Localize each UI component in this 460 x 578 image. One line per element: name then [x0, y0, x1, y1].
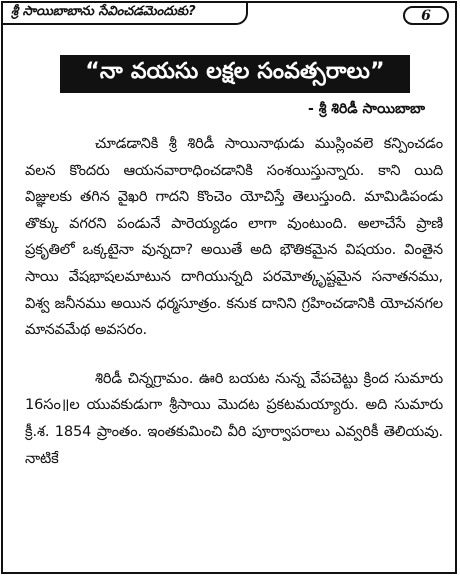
body-text: [25, 131, 443, 472]
chapter-title: “నా వయసు లక్షల సంవత్సరాలు”: [60, 55, 410, 93]
chapter-attribution: - శ్రీ శిరిడీ సాయిబాబా: [308, 101, 425, 117]
page-number: 6: [403, 6, 449, 25]
paragraph: శిరిడీ చిన్నగ్రామం. ఊరి బయట నున్న వేపచెట్టు క్రింద సుమారు 16సం॥ల యువకుడుగా శ్రీసాయి మొదట ప్రకటమయ్యారు. అది సుమారు క్రీ.శ. 1854 ప్రాంతం. ఇంతకుమించి వీరి పూర్వాపరాలు ఎవ్వరికీ తెలియవు. నాటికే: [25, 369, 443, 467]
paragraph: చూడడానికి శ్రీ శిరిడీ సాయినాథుడు ముస్లింవలె కన్పించడం వలన కొందరు ఆయనవారాధించడానికి సంశయిస్తున్నారు. కాని యిది విజ్ఞులకు తగిన వైఖరి గాదని కొంచెం యోచిస్తే తెలుస్తుంది. మామిడిపండు తొక్కు వగరని పండునే పారెయ్యడం లాగా వుంటుంది. అలాచేసే ప్రాణి ప్రకృతిలో ఒక్కటైనా వున్నదా? అయితే అది భౌతికమైన విషయం. వింతైన సాయి వేషభాషలమాటున దాగియున్నది పరమోత్కృష్టమైన సనాతనము, విశ్వ జనీనము అయిన ధర్మసూత్రం. కనుక దానిని గ్రహించడానికి యోచనగల మానవమేథ అవసరం.: [25, 135, 443, 339]
page-frame: [1, 1, 457, 574]
running-header: శ్రీ సాయిబాబాను సేవించడమెందుకు?: [3, 3, 248, 25]
